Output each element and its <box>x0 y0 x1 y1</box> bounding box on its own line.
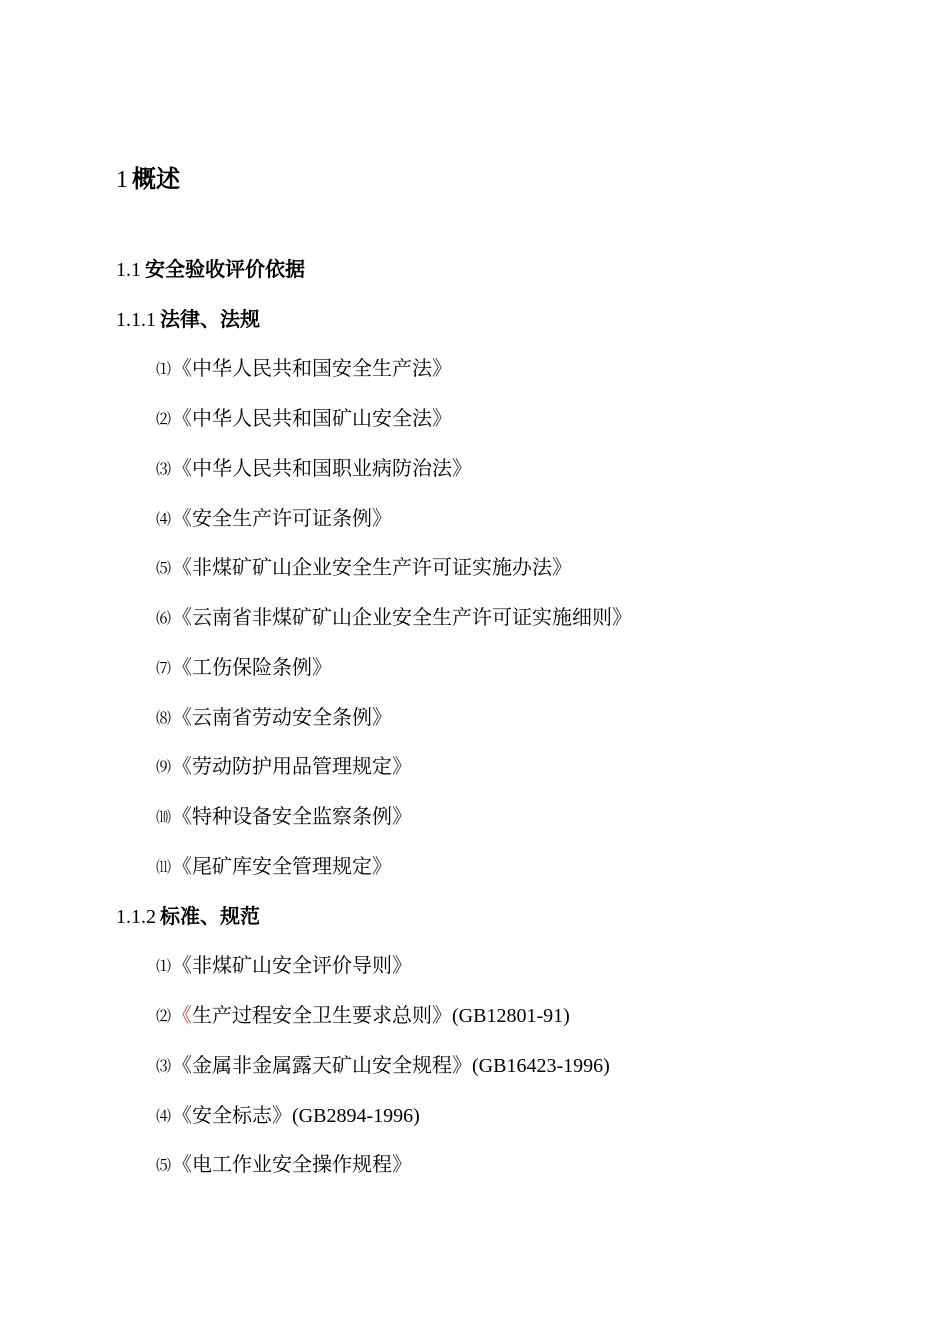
highlighted-bracket: 《 <box>172 1003 193 1027</box>
law-title: 《中华人民共和国安全生产法》 <box>172 356 453 380</box>
standard-title: 生产过程安全卫生要求总则》 <box>192 1003 453 1027</box>
item-marker: ⑷ <box>156 510 172 528</box>
item-marker: ⑸ <box>156 559 172 577</box>
law-item <box>156 751 412 782</box>
standard-code: (GB16423-1996) <box>472 1055 610 1077</box>
law-title: 《工伤保险条例》 <box>172 655 333 679</box>
law-title: 《中华人民共和国矿山安全法》 <box>172 406 453 430</box>
standards-heading <box>116 901 260 932</box>
item-marker: ⑾ <box>156 858 172 876</box>
standard-item <box>156 1100 420 1131</box>
standard-code: (GB12801-91) <box>452 1005 570 1027</box>
standard-item <box>156 1050 610 1081</box>
standards-number: 1.1.2 <box>116 906 156 928</box>
subsection-title: 安全验收评价依据 <box>145 257 305 281</box>
law-item <box>156 801 412 832</box>
item-marker: ⑻ <box>156 709 172 727</box>
law-title: 《尾矿库安全管理规定》 <box>172 854 393 878</box>
standard-item <box>156 950 412 981</box>
subsection-heading <box>116 254 305 285</box>
law-item <box>156 503 392 534</box>
law-title: 《云南省非煤矿矿山企业安全生产许可证实施细则》 <box>172 605 633 629</box>
standard-item <box>156 1000 570 1031</box>
laws-number: 1.1.1 <box>116 309 156 331</box>
law-item <box>156 353 452 384</box>
subsection-number: 1.1 <box>116 259 141 281</box>
item-marker: ⑴ <box>156 360 172 378</box>
law-item <box>156 552 572 583</box>
law-title: 《劳动防护用品管理规定》 <box>172 754 413 778</box>
law-item <box>156 851 392 882</box>
item-marker: ⑶ <box>156 1057 172 1075</box>
section-heading <box>116 161 180 198</box>
law-title: 《云南省劳动安全条例》 <box>172 705 393 729</box>
law-item <box>156 702 392 733</box>
law-title: 《非煤矿矿山企业安全生产许可证实施办法》 <box>172 555 573 579</box>
item-marker: ⑴ <box>156 957 172 975</box>
law-title: 《安全生产许可证条例》 <box>172 506 393 530</box>
law-title: 《特种设备安全监察条例》 <box>172 804 413 828</box>
item-marker: ⑸ <box>156 1156 172 1174</box>
laws-title: 法律、法规 <box>160 307 260 331</box>
item-marker: ⑽ <box>156 808 172 826</box>
standard-title: 《安全标志》 <box>172 1103 293 1127</box>
standard-title: 《电工作业安全操作规程》 <box>172 1152 413 1176</box>
item-marker: ⑶ <box>156 460 172 478</box>
standards-title: 标准、规范 <box>160 904 260 928</box>
item-marker: ⑼ <box>156 758 172 776</box>
item-marker: ⑵ <box>156 1007 172 1025</box>
law-item <box>156 453 472 484</box>
standard-title: 《非煤矿山安全评价导则》 <box>172 953 413 977</box>
section-title: 概述 <box>132 164 180 193</box>
item-marker: ⑺ <box>156 659 172 677</box>
standard-code: (GB2894-1996) <box>292 1105 420 1127</box>
law-title: 《中华人民共和国职业病防治法》 <box>172 456 473 480</box>
law-item <box>156 602 632 633</box>
item-marker: ⑵ <box>156 410 172 428</box>
standard-title: 《金属非金属露天矿山安全规程》 <box>172 1053 473 1077</box>
item-marker: ⑹ <box>156 609 172 627</box>
item-marker: ⑷ <box>156 1107 172 1125</box>
law-item <box>156 652 332 683</box>
laws-heading <box>116 304 260 335</box>
law-item <box>156 403 452 434</box>
section-number: 1 <box>116 167 128 193</box>
standard-item <box>156 1149 412 1180</box>
